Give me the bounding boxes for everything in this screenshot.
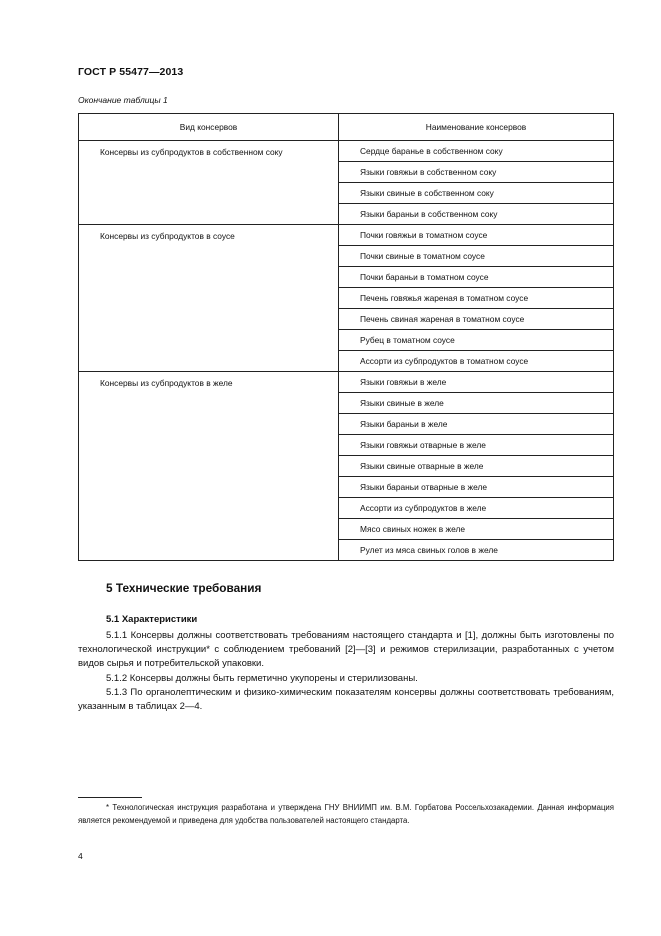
canned-type-cell: Консервы из субпродуктов в собственном соку [79,141,339,225]
table-row [79,225,614,246]
footnote-divider [78,797,142,798]
canned-name-cell: Рубец в томатном соусе [339,330,614,351]
paragraph-5-1-3 [78,686,614,714]
paragraph-5-1-2 [78,672,614,686]
canned-name-cell: Мясо свиных ножек в желе [339,519,614,540]
canned-name-cell: Языки говяжьи в собственном соку [339,162,614,183]
page-number: 4 [78,851,83,861]
document-header: ГОСТ Р 55477—2013 [78,66,184,78]
canned-name-cell: Языки свиные отварные в желе [339,456,614,477]
paragraph-text: 5.1.2 Консервы должны быть герметично укупорены и стерилизованы. [106,673,418,684]
table-row [79,141,614,162]
canned-type-cell: Консервы из субпродуктов в желе [79,372,339,561]
canned-name-cell: Языки бараньи отварные в желе [339,477,614,498]
canned-name-cell: Ассорти из субпродуктов в томатном соусе [339,351,614,372]
paragraph-5-1-1 [78,629,614,672]
paragraph-text: 5.1.1 Консервы должны соответствовать требованиям настоящего стандарта и [1], должны быть изготовлены по технологической инструкции* с соблюдением требований [2]—[3] и режимов стерилизации, разработанных с учетом видов сырья и потребительской упаковки. [78,630,614,670]
canned-name-cell: Почки говяжьи в томатном соусе [339,225,614,246]
canned-name-cell: Языки говяжьи в желе [339,372,614,393]
canned-name-cell: Печень свиная жареная в томатном соусе [339,309,614,330]
table-header-row [79,114,614,141]
column-header-type: Вид консервов [79,114,339,141]
canned-name-cell: Почки бараньи в томатном соусе [339,267,614,288]
canned-name-cell: Печень говяжья жареная в томатном соусе [339,288,614,309]
canned-name-cell: Сердце баранье в собственном соку [339,141,614,162]
table-caption: Окончание таблицы 1 [78,95,168,105]
canned-name-cell: Ассорти из субпродуктов в желе [339,498,614,519]
canned-name-cell: Почки свиные в томатном соусе [339,246,614,267]
canned-name-cell: Языки бараньи в собственном соку [339,204,614,225]
table-row [79,372,614,393]
canned-goods-table [78,113,614,561]
section-title: 5 Технические требования [106,581,262,595]
paragraph-text: 5.1.3 По органолептическим и физико-химическим показателям консервы должны соответствовать требованиям, указанным в таблицах 2—4. [78,687,614,713]
canned-name-cell: Языки свиные в желе [339,393,614,414]
footnote: * Технологическая инструкция разработана и утверждена ГНУ ВНИИМП им. В.М. Горбатова Россельхозакадемии. Данная информация является рекомендуемой и приведена для удобства пользователей настоящего стандарта. [78,803,614,825]
canned-name-cell: Языки говяжьи отварные в желе [339,435,614,456]
subsection-title: 5.1 Характеристики [106,614,198,625]
column-header-name: Наименование консервов [339,114,614,141]
canned-name-cell: Рулет из мяса свиных голов в желе [339,540,614,561]
canned-type-cell: Консервы из субпродуктов в соусе [79,225,339,372]
canned-name-cell: Языки свиные в собственном соку [339,183,614,204]
canned-name-cell: Языки бараньи в желе [339,414,614,435]
